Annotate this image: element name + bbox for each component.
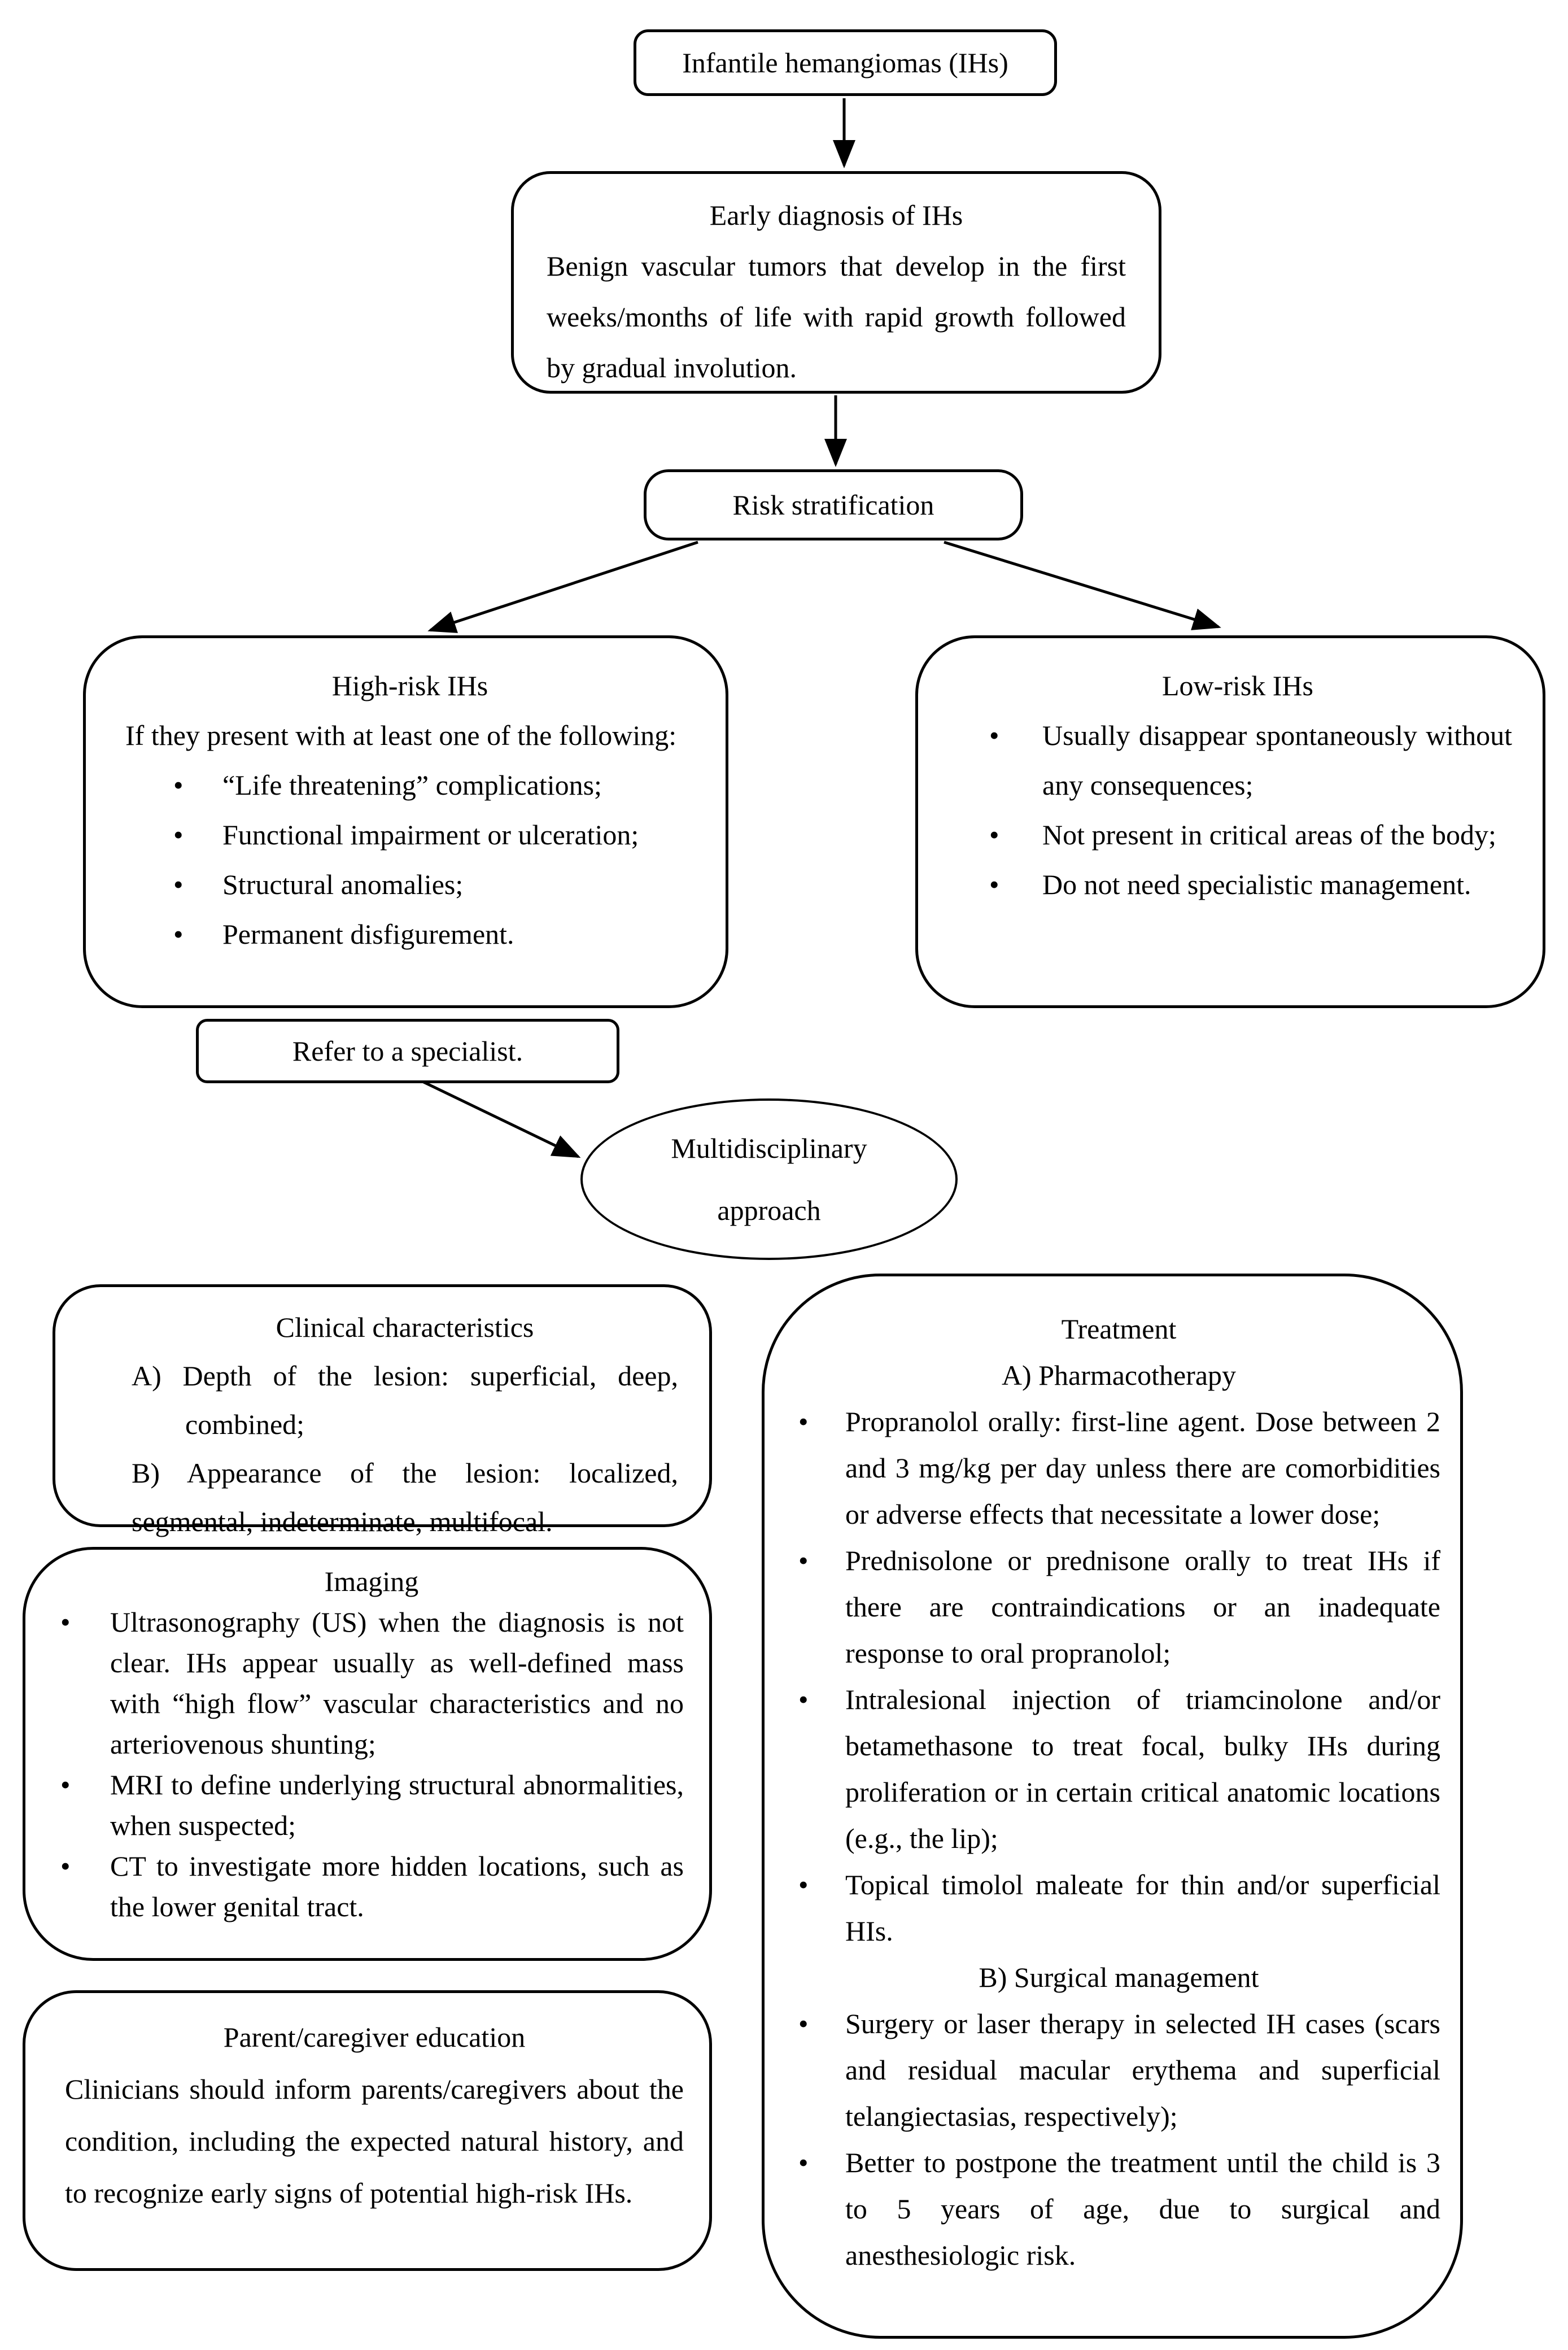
high-risk-bullet: • Structural anomalies;: [125, 860, 695, 909]
node-parent-education: [23, 1990, 712, 2271]
imaging-bullet: • Ultrasonography (US) when the diagnosis is not clear. IHs appear usually as well-defined mass with “high flow” vascular characteristics and no arteriovenous shunting;: [59, 1602, 684, 1764]
node-refer-specialist: [196, 1019, 619, 1083]
high-risk-bullet: • Permanent disfigurement.: [125, 909, 695, 959]
node-early-diagnosis: [511, 171, 1161, 394]
arrow-risk-to-high-risk: [430, 542, 698, 630]
low-risk-bullet: • Not present in critical areas of the body;: [963, 810, 1512, 860]
node-clinical-characteristics-title: Clinical characteristics: [276, 1311, 534, 1343]
imaging-bullet: • MRI to define underlying structural abnormalities, when suspected;: [59, 1764, 684, 1846]
node-imaging: [23, 1547, 712, 1961]
node-early-diagnosis-title: Early diagnosis of IHs: [709, 199, 963, 231]
node-parent-education-body: Clinicians should inform parents/caregivers about the condition, including the expected natural history, and to recognize early signs of potential high-risk IHs.: [65, 2073, 684, 2209]
imaging-bullet: • CT to investigate more hidden locations, such as the lower genital tract.: [59, 1846, 684, 1927]
low-risk-bullet: • Usually disappear spontaneously without any consequences;: [963, 710, 1512, 810]
high-risk-bullet: • “Life threatening” complications;: [125, 760, 695, 810]
pharmacotherapy-bullet: • Propranolol orally: first-line agent. Dose between 2 and 3 mg/kg per day unless there are comorbidities or adverse effects that necessitate a lower dose;: [797, 1398, 1440, 1537]
clinical-item-b: B) Appearance of the lesion: localized, segmental, indeterminate, multifocal.: [132, 1457, 678, 1537]
node-high-risk-title: High-risk IHs: [331, 670, 488, 701]
node-infantile-hemangiomas-title: Infantile hemangiomas (IHs): [682, 47, 1008, 79]
surgical-bullet: • Better to postpone the treatment until the child is 3 to 5 years of age, due to surgical and anesthesiologic risk.: [797, 2139, 1440, 2278]
pharmacotherapy-bullet: • Intralesional injection of triamcinolone and/or betamethasone to treat focal, bulky IHs during proliferation or in certain critical anatomic locations (e.g., the lip);: [797, 1676, 1440, 1861]
node-imaging-title: Imaging: [324, 1566, 419, 1597]
node-refer-specialist-title: Refer to a specialist.: [292, 1035, 523, 1067]
arrow-risk-to-low-risk: [944, 542, 1218, 627]
node-multidisciplinary-approach-title: Multidisciplinary approach: [671, 1132, 867, 1226]
clinical-item-a: A) Depth of the lesion: superficial, deep, combined;: [132, 1360, 678, 1440]
pharmacotherapy-bullet: • Topical timolol maleate for thin and/or superficial HIs.: [797, 1861, 1440, 1954]
node-treatment-title: Treatment: [1061, 1313, 1177, 1345]
treatment-section-b-label: B) Surgical management: [979, 1961, 1259, 1993]
node-early-diagnosis-body: Benign vascular tumors that develop in the first weeks/months of life with rapid growth followed by gradual involution.: [547, 250, 1126, 383]
low-risk-bullet: • Do not need specialistic management.: [963, 860, 1512, 909]
node-parent-education-title: Parent/caregiver education: [223, 2021, 526, 2053]
pharmacotherapy-bullet: • Prednisolone or prednisone orally to treat IHs if there are contraindications or an inadequate response to oral propranolol;: [797, 1537, 1440, 1676]
node-treatment: [762, 1274, 1463, 2339]
high-risk-bullet: • Functional impairment or ulceration;: [125, 810, 695, 860]
node-infantile-hemangiomas: [634, 29, 1057, 96]
node-high-risk-intro: If they present with at least one of the following:: [125, 720, 677, 751]
arrow-refer-to-multidisciplinary: [419, 1080, 578, 1157]
treatment-section-a-label: A) Pharmacotherapy: [1001, 1359, 1237, 1391]
node-high-risk: [83, 635, 728, 1008]
node-risk-stratification-title: Risk stratification: [732, 489, 934, 521]
node-low-risk: [915, 635, 1545, 1008]
node-clinical-characteristics: [53, 1284, 712, 1537]
surgical-bullet: • Surgery or laser therapy in selected IH cases (scars and residual macular erythema and superficial telangiectasias, respectively);: [797, 2000, 1440, 2139]
node-multidisciplinary-approach: [580, 1098, 958, 1260]
node-risk-stratification: [644, 469, 1023, 540]
node-low-risk-title: Low-risk IHs: [1161, 670, 1314, 701]
